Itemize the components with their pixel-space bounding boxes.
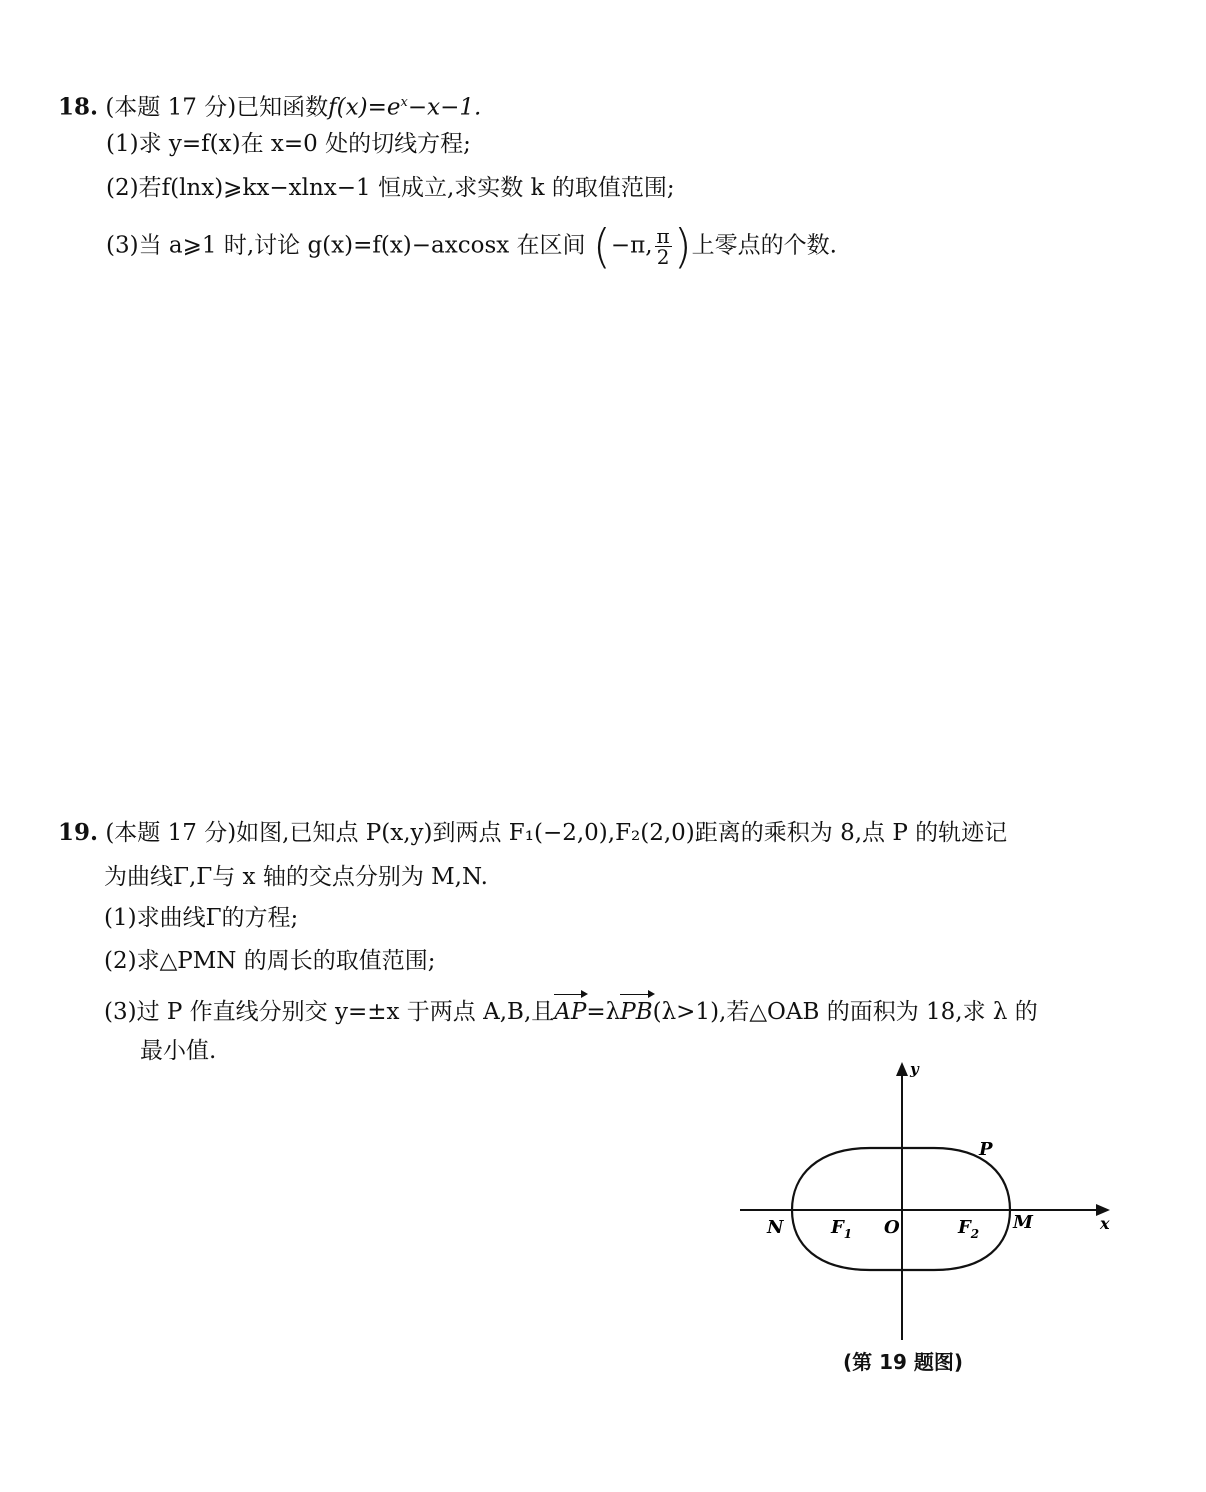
fraction-denominator: 2 xyxy=(656,245,670,269)
fraction-numerator: π xyxy=(656,224,670,248)
label-N: N xyxy=(767,1217,784,1238)
left-paren: ( xyxy=(592,219,611,274)
y-axis-arrow xyxy=(896,1062,908,1076)
right-paren: ) xyxy=(673,219,692,274)
label-O: O xyxy=(884,1217,900,1238)
interval-left: −π, xyxy=(610,232,653,259)
label-y: y xyxy=(910,1060,919,1078)
problem-18-part-3-tail: 上零点的个数. xyxy=(691,232,837,259)
problem-19-number: 19. xyxy=(58,819,99,846)
label-P: P xyxy=(979,1139,993,1160)
problem-19-part-3-line-2: 最小值. xyxy=(140,1038,217,1064)
problem-18-intro: (本题 17 分)已知函数 xyxy=(105,94,329,121)
problem-19-part-3-text: (3)过 P 作直线分别交 y=±x 于两点 A,B,且 xyxy=(104,999,555,1025)
vector-PB: PB xyxy=(620,993,652,1027)
problem-19-part-1: (1)求曲线Γ的方程; xyxy=(104,905,299,931)
problem-18-function: f(x)=e xyxy=(328,94,401,121)
problem-18-function-exponent: x xyxy=(400,95,408,110)
vector-equals: =λ xyxy=(586,999,621,1025)
label-M: M xyxy=(1013,1212,1033,1233)
problem-19-intro: (本题 17 分)如图,已知点 P(x,y)到两点 F₁(−2,0),F₂(2,0)距离的乘积为 8,点 P 的轨迹记 xyxy=(105,820,1008,846)
label-x: x xyxy=(1100,1214,1110,1233)
problem-19-line-2: 为曲线Γ,Γ与 x 轴的交点分别为 M,N. xyxy=(104,864,488,890)
problem-19-part-2: (2)求△PMN 的周长的取值范围; xyxy=(104,948,436,974)
figure-19-caption: (第 19 题图) xyxy=(843,1350,964,1374)
problem-18-part-2: (2)若f(lnx)⩾kx−xlnx−1 恒成立,求实数 k 的取值范围; xyxy=(106,175,675,201)
problem-18-number: 18. xyxy=(58,93,99,121)
problem-19-part-3-tail: (λ>1),若△OAB 的面积为 18,求 λ 的 xyxy=(652,999,1038,1025)
problem-18-part-1: (1)求 y=f(x)在 x=0 处的切线方程; xyxy=(106,131,471,157)
problem-18-part-3-text: (3)当 a⩾1 时,讨论 g(x)=f(x)−axcosx 在区间 xyxy=(106,232,586,259)
vector-AP: AP xyxy=(554,993,586,1027)
problem-18-function-tail: −x−1. xyxy=(407,94,482,121)
label-F1: $F_1$ xyxy=(831,1217,853,1241)
label-F2: $F_2$ xyxy=(958,1217,980,1241)
